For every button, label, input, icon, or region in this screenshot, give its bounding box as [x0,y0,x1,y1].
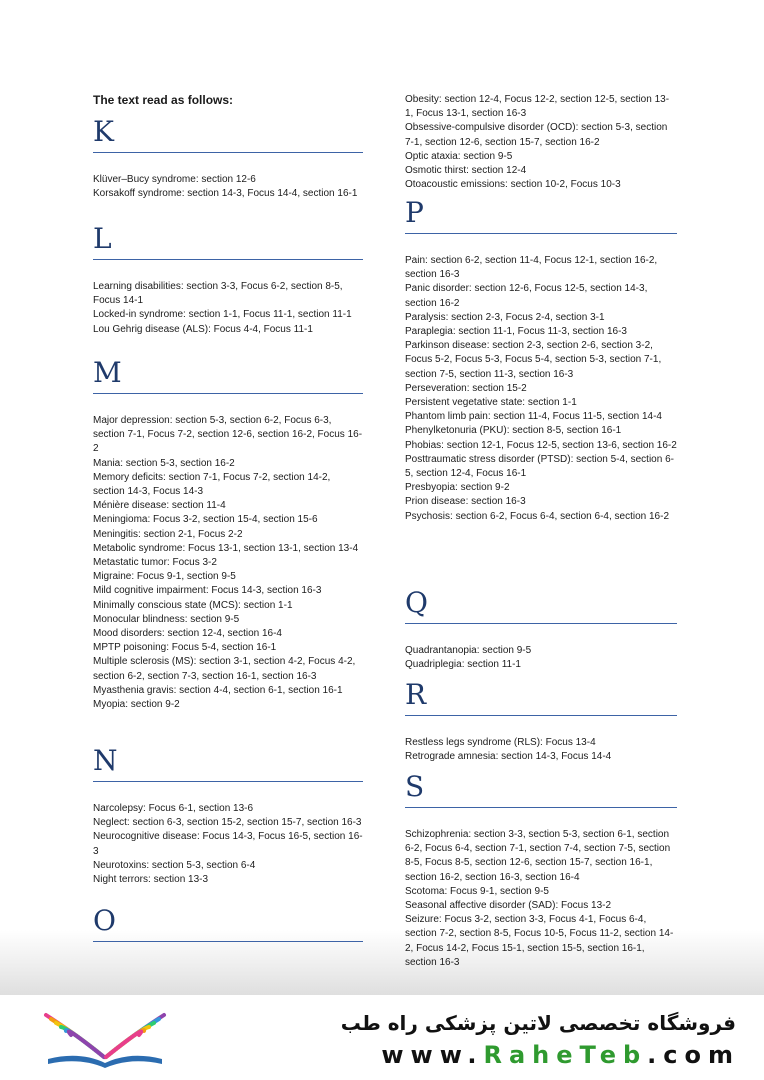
index-entry: Scotoma: Focus 9-1, section 9-5 [405,885,549,897]
index-section-n [93,745,363,887]
index-entry: Schizophrenia: section 3-3, section 5-3, section 6-1, section 6-2, Focus 6-4, section 7-1, section 7-4, section 7-5, section 8-5, Focus 8-5, section 12-6, section 15-7, section 16-1, section 16-2, section 16-3, section 16-4 [405,829,671,883]
index-entry: Paralysis: section 2-3, Focus 2-4, section 3-1 [405,311,605,323]
index-entry: Optic ataxia: section 9-5 [405,150,513,162]
section-letter: S [405,770,425,803]
index-entry: Monocular blindness: section 9-5 [93,613,240,625]
index-entry: Myasthenia gravis: section 4-4, section 6-1, section 16-1 [93,684,343,696]
page-heading: The text read as follows: [93,93,234,107]
index-entry: Posttraumatic stress disorder (PTSD): section 5-4, section 6-5, section 12-4, Focus 16-1 [405,453,674,480]
section-rule [405,233,677,234]
section-entries [93,173,363,201]
index-entry: Parkinson disease: section 2-3, section 2-6, section 3-2, Focus 5-2, Focus 5-3, Focus 5-4, section 5-3, section 7-1, section 7-5, section 11-3, section 16-3 [405,340,662,380]
section-letter: P [405,196,424,229]
section-rule [93,393,363,394]
index-entry: Migraine: Focus 9-1, section 9-5 [93,571,236,583]
section-entries [93,280,363,337]
index-entry: Obsessive-compulsive disorder (OCD): section 5-3, section 7-1, section 12-6, section 15-7, section 16-2 [405,122,668,148]
section-rule [405,715,677,716]
index-entry: Korsakoff syndrome: section 14-3, Focus 14-4, section 16-1 [93,188,358,200]
index-section-m [93,357,363,712]
index-entry: Meningioma: Focus 3-2, section 15-4, section 15-6 [93,514,318,526]
index-entry: Ménière disease: section 11-4 [93,500,226,512]
section-letter: L [93,222,112,255]
index-entry: Metabolic syndrome: Focus 13-1, section 13-1, section 13-4 [93,542,359,554]
index-entry: Osmotic thirst: section 12-4 [405,165,527,177]
index-entry: Locked-in syndrome: section 1-1, Focus 11-1, section 11-1 [93,309,352,321]
index-section-q [405,587,677,672]
section-letter: Q [405,586,428,619]
index-entry: Prion disease: section 16-3 [405,496,526,508]
index-entry: Mild cognitive impairment: Focus 14-3, section 16-3 [93,585,322,597]
index-entry: Myopia: section 9-2 [93,699,180,711]
index-section-p [405,197,677,524]
index-entry: Seizure: Focus 3-2, section 3-3, Focus 4-1, Focus 6-4, section 7-2, section 8-5, Focus 10-5, Focus 11-2, section 14-2, Focus 14-2, Focus 15-1, section 15-5, section 16-1, section 16-3 [405,914,674,968]
index-entry: Major depression: section 5-3, section 6-2, Focus 6-3, section 7-1, Focus 7-2, section 12-6, section 16-2, Focus 16-2 [93,415,363,455]
index-entry: Meningitis: section 2-1, Focus 2-2 [93,528,243,540]
url-suffix: .com [647,1041,740,1069]
index-section-k [93,116,363,201]
store-banner [0,995,764,1080]
index-entry: Neurocognitive disease: Focus 14-3, Focus 16-5, section 16-3 [93,831,363,857]
section-entries [405,736,677,764]
index-entry: Neglect: section 6-3, section 15-2, section 15-7, section 16-3 [93,817,362,829]
index-entry: Restless legs syndrome (RLS): Focus 13-4 [405,737,596,748]
index-section-l [93,223,363,337]
index-section-r [405,679,677,764]
section-rule [93,941,363,942]
section-letter: K [93,115,114,148]
section-entries [93,802,363,887]
section-rule [93,781,363,782]
index-entry: Learning disabilities: section 3-3, Focus 6-2, section 8-5, Focus 14-1 [93,281,343,307]
index-entry: Neurotoxins: section 5-3, section 6-4 [93,859,256,871]
section-entries [405,644,677,672]
index-entry: Quadrantanopia: section 9-5 [405,645,532,656]
index-entry: Klüver–Bucy syndrome: section 12-6 [93,174,256,185]
index-entry: Minimally conscious state (MCS): section 1-1 [93,599,293,611]
section-rule [93,152,363,153]
index-entry: Narcolepsy: Focus 6-1, section 13-6 [93,803,254,814]
url-prefix: www. [381,1041,484,1069]
index-entry: Seasonal affective disorder (SAD): Focus 13-2 [405,900,612,912]
book-logo-icon [40,1007,170,1069]
index-entry: Quadriplegia: section 11-1 [405,659,521,671]
index-entry: Perseveration: section 15-2 [405,382,527,394]
index-entry: Retrograde amnesia: section 14-3, Focus 14-4 [405,751,612,763]
index-section-s [405,771,677,970]
index-entry: Mania: section 5-3, section 16-2 [93,457,235,469]
section-entries [93,414,363,712]
store-name: فروشگاه تخصصی لاتین پزشکی راه طب [340,1011,736,1035]
section-rule [93,259,363,260]
index-entry: Multiple sclerosis (MS): section 3-1, section 4-2, Focus 4-2, section 6-2, section 7-3, section 16-1, section 16-3 [93,656,356,682]
o-entries [405,93,677,192]
index-entry: Phobias: section 12-1, Focus 12-5, section 13-6, section 16-2 [405,439,677,451]
index-entry: Presbyopia: section 9-2 [405,482,510,494]
index-entry: MPTP poisoning: Focus 5-4, section 16-1 [93,642,277,654]
index-entry: Persistent vegetative state: section 1-1 [405,397,577,409]
index-entry: Night terrors: section 13-3 [93,874,209,886]
index-entry: Phantom limb pain: section 11-4, Focus 11-5, section 14-4 [405,411,662,423]
store-url[interactable] [381,1041,740,1069]
index-entry: Obesity: section 12-4, Focus 12-2, section 12-5, section 13-1, Focus 13-1, section 16-3 [405,94,670,120]
index-entry: Mood disorders: section 12-4, section 16-4 [93,628,282,640]
index-section-o [93,905,363,942]
index-entry: Otoacoustic emissions: section 10-2, Focus 10-3 [405,179,621,191]
index-entry: Panic disorder: section 12-6, Focus 12-5, section 14-3, section 16-2 [405,283,648,309]
section-entries [405,828,677,970]
index-entry: Paraplegia: section 11-1, Focus 11-3, section 16-3 [405,326,627,338]
section-entries [405,254,677,524]
section-letter: R [405,678,427,711]
index-entry: Memory deficits: section 7-1, Focus 7-2, section 14-2, section 14-3, Focus 14-3 [93,471,331,498]
index-entry: Pain: section 6-2, section 11-4, Focus 12-1, section 16-2, section 16-3 [405,255,658,281]
index-entry: Lou Gehrig disease (ALS): Focus 4-4, Focus 11-1 [93,323,313,335]
section-letter: N [93,744,118,777]
section-rule [405,807,677,808]
index-entry: Phenylketonuria (PKU): section 8-5, section 16-1 [405,425,622,437]
o-section-continued [405,93,677,192]
section-letter: M [93,356,122,389]
section-rule [405,623,677,624]
url-brand: RaheTeb [483,1041,648,1069]
index-entry: Psychosis: section 6-2, Focus 6-4, section 6-4, section 16-2 [405,510,670,522]
index-entry: Metastatic tumor: Focus 3-2 [93,557,217,569]
section-letter: O [93,904,116,937]
